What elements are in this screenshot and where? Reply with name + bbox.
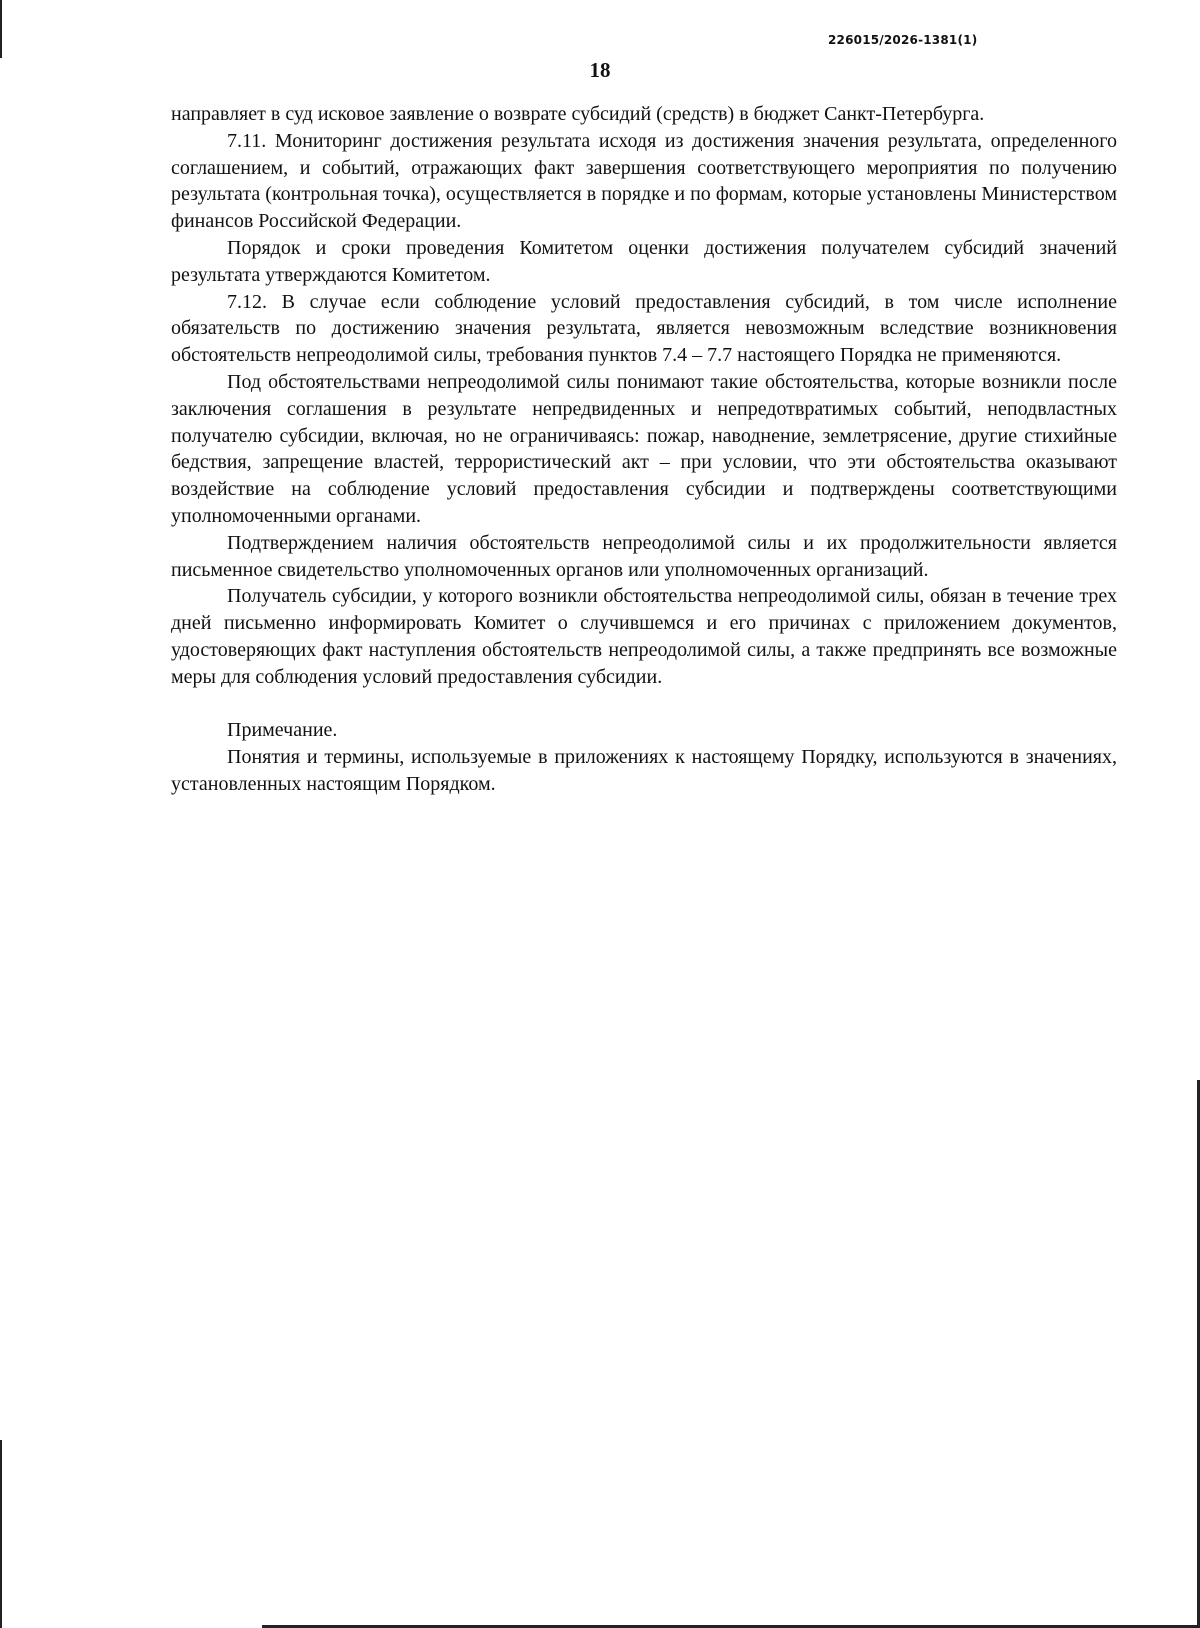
paragraph-force-majeure-confirmation: Подтверждением наличия обстоятельств непреодолимой силы и их продолжительности является письменное свидетельство уполномоченных органов или уполномоченных организаций. <box>171 531 1117 581</box>
scan-edge-left-bottom <box>0 1440 2 1628</box>
page-number: 18 <box>589 58 611 82</box>
paragraph-continuation: направляет в суд исковое заявление о возврате субсидий (средств) в бюджет Санкт-Петербурга. <box>171 103 985 125</box>
paragraph-7-11: 7.11. Мониторинг достижения результата исходя из достижения значения результата, определенного соглашением, и событий, отражающих факт завершения соответствующего мероприятия по получению результата (контрольная точка), осуществляется в порядке и по формам, которые установлены Министерством финансов Российской Федерации. <box>171 129 1117 233</box>
paragraph-force-majeure-definition: Под обстоятельствами непреодолимой силы понимают такие обстоятельства, которые возникли после заключения соглашения в результате непредвиденных и непредотвратимых событий, неподвластных получателю субсидии, включая, но не ограничиваясь: пожар, наводнение, землетрясение, другие стихийные бедствия, запрещение властей, террористический акт – при условии, что эти обстоятельства оказывают воздействие на соблюдение условий предоставления субсидии и подтверждены соответствующими уполномоченными органами. <box>171 370 1117 527</box>
paragraph-7-12: 7.12. В случае если соблюдение условий предоставления субсидий, в том числе исполнение обязательств по достижению значения результата, является невозможным вследствие возникновения обстоятельств непреодолимой силы, требования пунктов 7.4 – 7.7 настоящего Порядка не применяются. <box>171 290 1117 367</box>
note-text: Понятия и термины, используемые в приложениях к настоящему Порядку, используются в значениях, установленных настоящим Порядком. <box>171 746 1117 795</box>
paragraph-assessment-order: Порядок и сроки проведения Комитетом оценки достижения получателем субсидий значений результата утверждаются Комитетом. <box>171 236 1117 286</box>
scan-edge-left <box>0 0 2 58</box>
note-title: Примечание. <box>227 719 338 742</box>
document-body <box>171 101 1117 798</box>
paragraph-recipient-obligations: Получатель субсидии, у которого возникли обстоятельства непреодолимой силы, обязан в течение трех дней письменно информировать Комитет о случившемся и его причинах с приложением документов, удостоверяющих факт наступления обстоятельств непреодолимой силы, а также предпринять все возможные меры для соблюдения условий предоставления субсидии. <box>171 585 1117 688</box>
document-registration-number: 226015/2026-1381(1) <box>828 33 978 47</box>
